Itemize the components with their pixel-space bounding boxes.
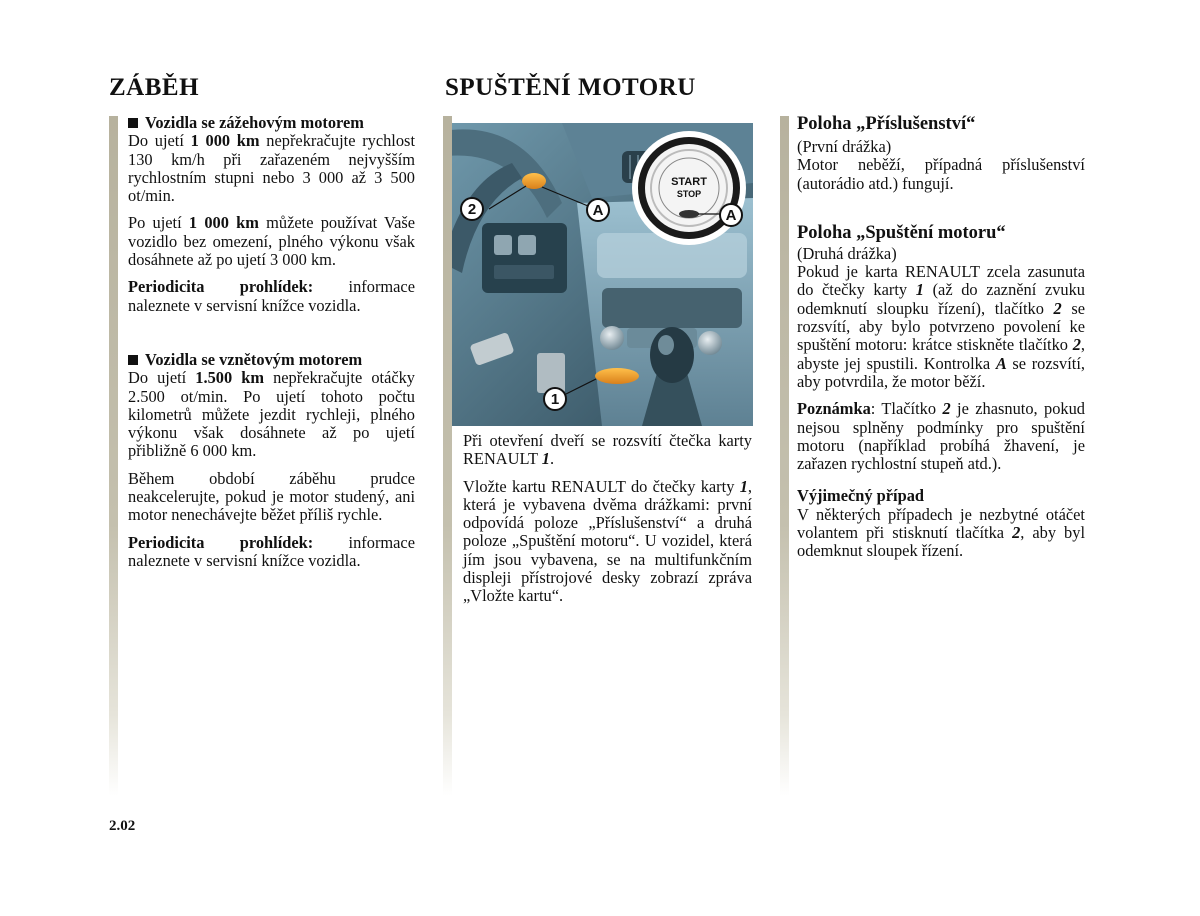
start-text — [797, 263, 1085, 391]
text-run: 1 — [739, 476, 748, 496]
text-run: se rozsvítí, aby potvrdila, že motor běží. — [797, 353, 1085, 391]
start-heading: Poloha „Spuštění motoru“ — [797, 222, 1006, 243]
petrol-heading: Vozidla se zážehovým motorem — [128, 114, 415, 132]
petrol-paragraph-3 — [128, 278, 415, 315]
svg-text:1: 1 — [550, 391, 560, 408]
callout-1 — [544, 388, 566, 410]
callout-a-inset — [720, 204, 742, 226]
text-run: se rozsvítí, aby bylo potvrzeno povolení ke spuštění motoru: krátce stiskněte tlačítko — [797, 298, 1085, 355]
text-run: (až do zaznění zvuku odemknutí sloupku řízení), tlačítko — [797, 280, 1085, 318]
text-run: nepřekračujte rychlost 130 km/h při zařazeném nejvyšším rychlostním stupni nebo 3 000 až 3 500 ot/min. — [128, 131, 415, 206]
text-run: Do ujetí — [128, 368, 196, 388]
text-run: 1 — [541, 449, 550, 469]
text-run: 2 — [1072, 335, 1081, 355]
text-run: informace naleznete v servisní knížce vozidla. — [128, 532, 415, 570]
accessory-subheading: (První drážka) — [797, 137, 892, 156]
text-run: Pokud je karta RENAULT zcela zasunuta do čtečky karty — [797, 262, 1085, 300]
text-run: V některých případech je nezbytné otáčet volantem při stisknutí tlačítka — [797, 504, 1085, 543]
page-number: 2.02 — [109, 818, 136, 834]
text-run: 2 — [1053, 298, 1062, 318]
text-run: , která je vybavena dvěma drážkami: první odpovídá poloze „Příslušenství“ a druhá poloze „Spuštění motoru“. U vozidel, která jím jsou vybavena, se na multifunkčním displeji přístrojové desky zobrazí zpráva „Vložte kartu“. — [463, 476, 752, 606]
text-run: 1 — [915, 280, 924, 300]
caption-paragraph-2 — [463, 478, 752, 606]
middle-margin-bar — [443, 116, 452, 796]
text-run: Při otevření dveří se rozsvítí čtečka karty RENAULT — [463, 431, 752, 469]
middle-column — [463, 432, 752, 606]
callout-2 — [461, 198, 483, 220]
text-run: Motor neběží, případná příslušenství (autorádio atd.) fungují. — [797, 155, 1085, 193]
text-run: Do ujetí — [128, 131, 191, 151]
diesel-paragraph-3 — [128, 534, 415, 571]
text-run: Poznámka — [797, 399, 871, 419]
accessory-heading: Poloha „Příslušenství“ — [797, 114, 976, 134]
text-run: Vložte kartu RENAULT do čtečky karty — [463, 476, 740, 496]
square-bullet-icon — [128, 355, 138, 365]
text-run: nepřekračujte otáčky 2.500 ot/min. Po ujetí tohoto počtu kilometrů můžete jezdit rychleji, plného výkonu však dosáhnete až po ujetí přibližně 6 000 km. — [128, 368, 416, 461]
start-subheading: (Druhá drážka) — [797, 243, 897, 263]
text-run: , abyste jej spustili. Kontrolka — [797, 335, 1085, 373]
diesel-paragraph-1 — [128, 369, 415, 460]
text-run: 2 — [942, 399, 951, 419]
text-run: 1 000 km — [188, 213, 259, 233]
text-run: Periodicita prohlídek: — [128, 532, 314, 552]
text-run: Periodicita prohlídek: — [128, 277, 314, 297]
left-margin-bar — [109, 116, 118, 796]
svg-text:A: A — [725, 207, 737, 224]
diesel-paragraph-2 — [128, 470, 415, 525]
diesel-heading: Vozidla se vznětovým motorem — [128, 351, 415, 369]
petrol-paragraph-2 — [128, 214, 415, 269]
text-run: je zhasnuto, pokud nejsou splněny podmínky pro spuštění motoru (například probíhá žhavení, je zařazen rychlostní stupeň atd.). — [797, 399, 1085, 474]
caption-paragraph-1 — [463, 432, 752, 469]
text-run: : Tlačítko — [870, 399, 943, 419]
exception-heading: Výjimečný případ — [797, 486, 925, 506]
text-run: můžete používat Vaše vozidlo bez omezení, plného výkonu však dosáhnete až po ujetí 3 000 km. — [128, 213, 416, 270]
text-run: Po ujetí — [128, 213, 189, 233]
section-title-engine-start: SPUŠTĚNÍ MOTORU — [445, 74, 696, 101]
callout-a — [587, 199, 609, 221]
card-reader-photo — [452, 123, 753, 426]
exception-text — [797, 506, 1085, 561]
text-run: 1.500 km — [195, 368, 265, 388]
text-run: 2 — [1012, 523, 1021, 543]
square-bullet-icon — [128, 118, 138, 128]
text-run: 1 000 km — [190, 131, 260, 151]
right-margin-bar — [780, 116, 789, 796]
petrol-paragraph-1 — [128, 132, 415, 205]
accessory-text — [797, 156, 1085, 193]
section-title-breakin: ZÁBĚH — [109, 74, 200, 101]
note-text — [797, 400, 1085, 473]
text-run: , aby byl odemknut sloupek řízení. — [797, 523, 1086, 561]
left-column — [128, 114, 415, 570]
stop-label: STOP — [676, 189, 702, 199]
right-column — [797, 113, 1085, 561]
text-run: informace naleznete v servisní knížce vozidla. — [128, 277, 415, 315]
text-run: A — [995, 353, 1007, 373]
text-run: . — [549, 449, 555, 469]
text-run: Během období záběhu prudce neakcelerujte, pokud je motor studený, ani motor nenechávejte běžet příliš rychle. — [128, 468, 415, 525]
svg-text:A: A — [592, 202, 604, 219]
start-label: START — [671, 176, 707, 188]
svg-text:2: 2 — [467, 201, 477, 218]
